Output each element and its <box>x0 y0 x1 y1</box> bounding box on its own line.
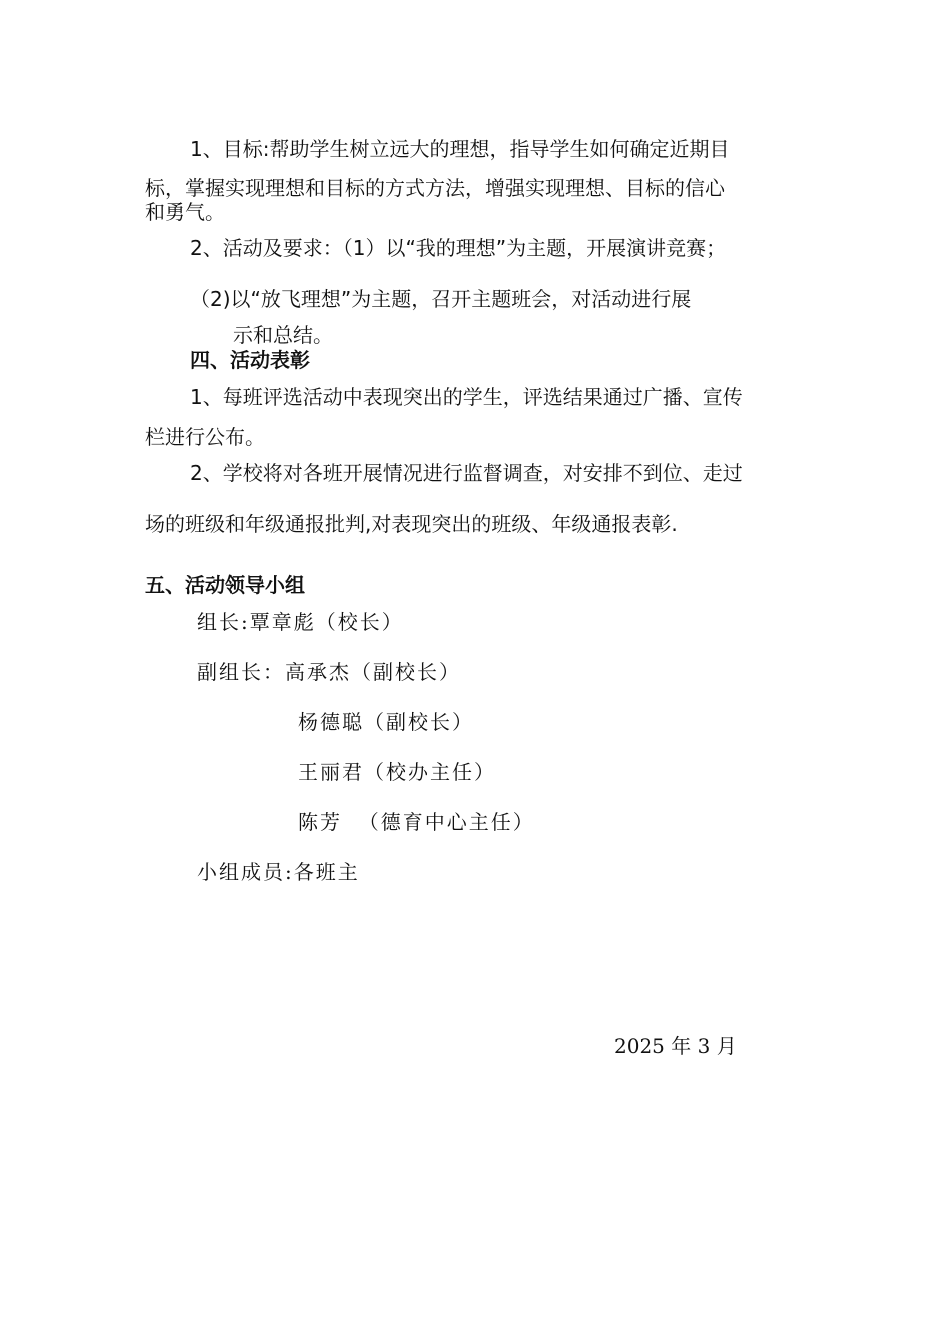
goal-line-2: 标，掌握实现理想和目标的方式方法，增强实现理想、目标的信心 <box>145 176 725 200</box>
section-4-heading: 四、活动表彰 <box>190 348 310 372</box>
commendation-item-1-line-1: 1、每班评选活动中表现突出的学生，评选结果通过广播、宣传 <box>190 385 743 409</box>
deputy-leader-2: 杨德聪（副校长） <box>298 710 474 734</box>
section-5-heading: 五、活动领导小组 <box>145 573 305 597</box>
commendation-item-2-line-2: 场的班级和年级通报批判,对表现突出的班级、年级通报表彰. <box>145 512 678 536</box>
deputy-leader-4: 陈芳 （德育中心主任） <box>298 810 535 834</box>
goal-line-1: 1、目标:帮助学生树立远大的理想，指导学生如何确定近期目 <box>190 137 730 161</box>
goal-line-3: 和勇气。 <box>145 200 225 224</box>
document-date: 2025 年 3 月 <box>614 1034 737 1058</box>
group-leader: 组长:覃章彪（校长） <box>197 610 404 634</box>
activity-line-1: 2、活动及要求：（1）以“我的理想”为主题，开展演讲竞赛； <box>190 236 727 260</box>
deputy-leader-1: 副组长：高承杰（副校长） <box>197 660 461 684</box>
activity-line-2: （2)以“放飞理想”为主题，召开主题班会，对活动进行展 <box>190 287 692 311</box>
group-members: 小组成员:各班主 <box>197 860 360 884</box>
activity-line-3: 示和总结。 <box>233 323 333 347</box>
deputy-leader-3: 王丽君（校办主任） <box>298 760 496 784</box>
commendation-item-1-line-2: 栏进行公布。 <box>145 425 265 449</box>
commendation-item-2-line-1: 2、学校将对各班开展情况进行监督调查，对安排不到位、走过 <box>190 461 743 485</box>
